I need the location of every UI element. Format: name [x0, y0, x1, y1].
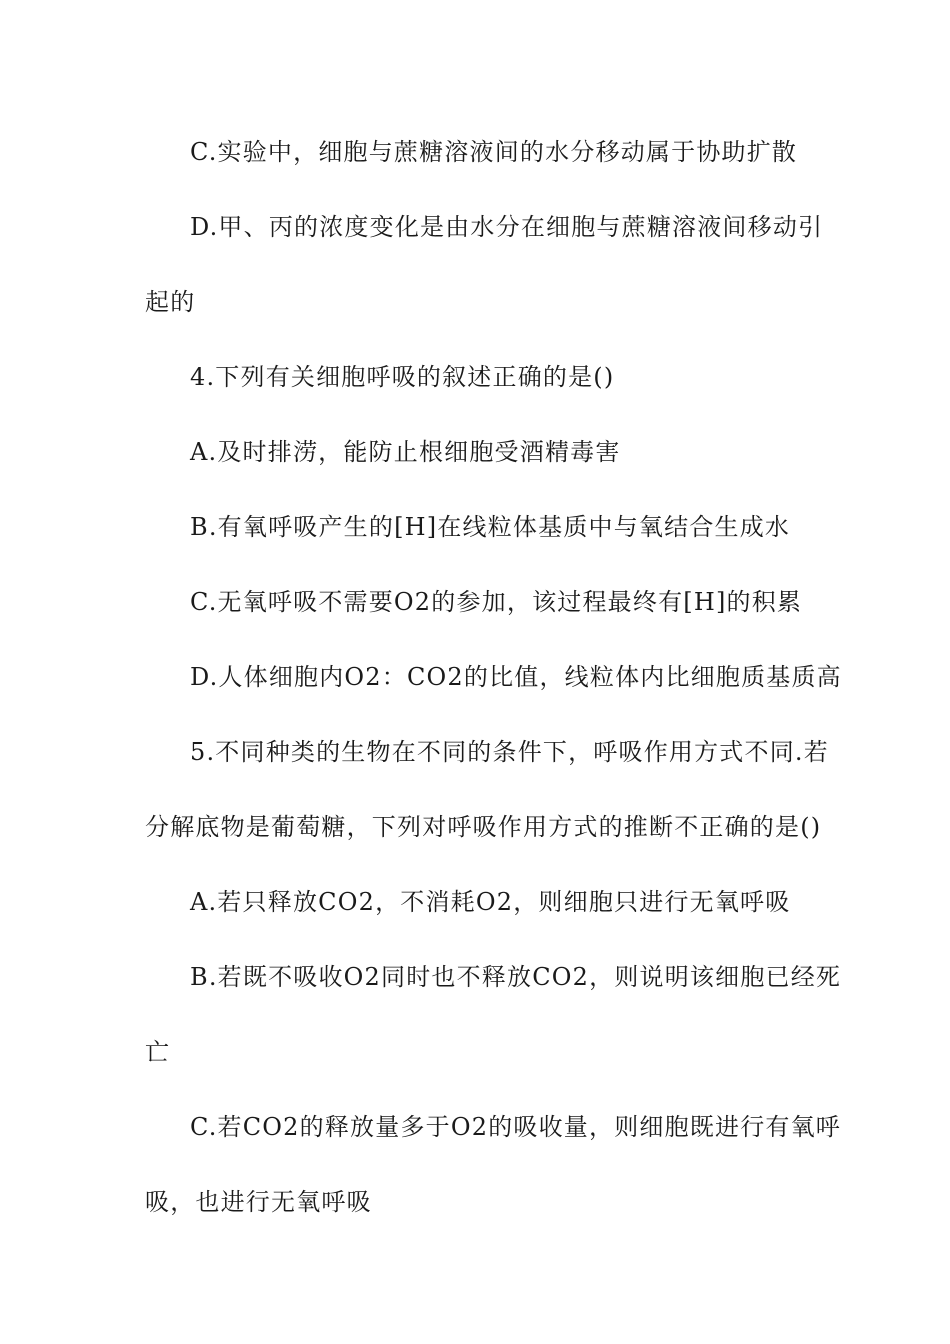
option-a-q5: A.若只释放CO2，不消耗O2，则细胞只进行无氧呼吸 [190, 888, 791, 916]
option-b-q5-continuation: 亡 [145, 1038, 171, 1066]
option-b-q5: B.若既不吸收O2同时也不释放CO2，则说明该细胞已经死 [190, 963, 842, 991]
question-4-stem: 4.下列有关细胞呼吸的叙述正确的是() [190, 363, 615, 391]
option-c-q5: C.若CO2的释放量多于O2的吸收量，则细胞既进行有氧呼 [190, 1113, 841, 1141]
option-d-q3-line: D.甲、丙的浓度变化是由水分在细胞与蔗糖溶液间移动引 [190, 213, 824, 241]
option-c-q3-line: C.实验中，细胞与蔗糖溶液间的水分移动属于协助扩散 [190, 138, 798, 166]
option-a-q4: A.及时排涝，能防止根细胞受酒精毒害 [190, 438, 621, 466]
option-b-q4: B.有氧呼吸产生的[H]在线粒体基质中与氧结合生成水 [190, 513, 791, 541]
question-5-stem-continuation: 分解底物是葡萄糖，下列对呼吸作用方式的推断不正确的是() [145, 813, 822, 841]
option-d-q4: D.人体细胞内O2：CO2的比值，线粒体内比细胞质基质高 [190, 663, 842, 691]
option-c-q4: C.无氧呼吸不需要O2的参加，该过程最终有[H]的积累 [190, 588, 803, 616]
question-5-stem: 5.不同种类的生物在不同的条件下，呼吸作用方式不同.若 [190, 738, 829, 766]
option-c-q5-continuation: 吸，也进行无氧呼吸 [145, 1188, 372, 1216]
option-d-q3-continuation: 起的 [145, 288, 196, 316]
